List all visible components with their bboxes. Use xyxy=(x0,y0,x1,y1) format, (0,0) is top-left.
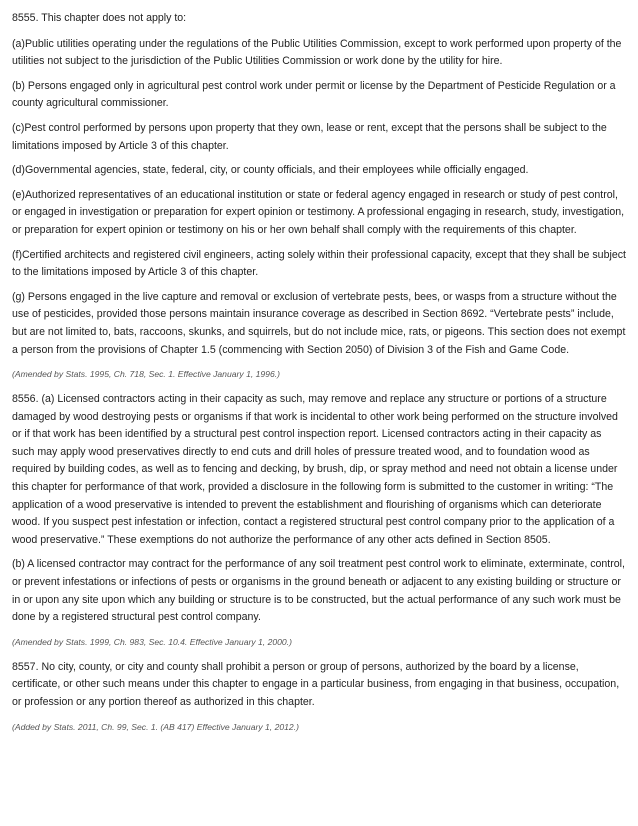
paragraph-d: (d)Governmental agencies, state, federal, city, or county officials, and their employees while officially engaged. xyxy=(12,164,529,177)
paragraph-b: (b) Persons engaged only in agricultural pest control work under permit or license by the Department of Pesticide Regulation or a county agricultural commissioner. xyxy=(12,79,616,110)
section-8556-a: 8556. (a) Licensed contractors acting in their capacity as such, may remove and replace any structure or portions of a structure damaged by wood destroying pests or organisms if that work is incidental to other work being performed on the structure involved or if that work has been identified by a structural pest control inspection report. Licensed contractors acting in their capacity as such may apply wood preservatives directly to end cuts and drill holes of pressure treated wood, and to foundation wood as required by building codes, as well as to fencing and decking, by brush, dip, or spray method and need not obtain a license under this chapter for performance of that work, provided a disclosure in the following form is submitted to the customer in writing: “The application of a wood preservative is intended to prevent the establishment and flourishing of organisms which can deteriorate wood. If you suspect pest infestation or infection, contact a registered structural pest control company prior to the application of a wood preservative.” These exemptions do not authorize the performance of any other acts defined in Section 8505. xyxy=(12,393,618,546)
paragraph-c: (c)Pest control performed by persons upon property that they own, lease or rent, except that the persons shall be subject to the limitations imposed by Article 3 of this chapter. xyxy=(12,121,607,152)
paragraph-a: (a)Public utilities operating under the regulations of the Public Utilities Commission, except to work performed upon property of the utilities not subject to the jurisdiction of the Public Utilities Commission or work done by the utility for hire. xyxy=(12,37,622,68)
section-8557: 8557. No city, county, or city and county shall prohibit a person or group of persons, authorized by the board by a license, certificate, or other such means under this chapter to engage in a particular business, from engaging in that business, occupation, or profession or any portion thereof as authorized in this chapter. xyxy=(12,660,620,708)
amendment-note-8556: (Amended by Stats. 1999, Ch. 983, Sec. 10.4. Effective January 1, 2000.) xyxy=(12,636,292,647)
amendment-note-8555: (Amended by Stats. 1995, Ch. 718, Sec. 1. Effective January 1, 1996.) xyxy=(12,369,280,380)
added-note-8557: (Added by Stats. 2011, Ch. 99, Sec. 1. (AB 417) Effective January 1, 2012.) xyxy=(12,721,299,732)
paragraph-f: (f)Certified architects and registered civil engineers, acting solely within their professional capacity, except that they shall be subject to the limitations imposed by Article 3 of this chapter. xyxy=(12,248,626,279)
paragraph-e: (e)Authorized representatives of an educational institution or state or federal agency engaged in research or study of pest control, or engaged in investigation or preparation for expert opinion or testimony. A professional engaging in research, study, investigation, or preparation for expert opinion or testimony on his or her own behalf shall comply with the requirements of this chapter. xyxy=(12,188,625,236)
section-8555-heading: 8555. This chapter does not apply to: xyxy=(12,12,187,24)
paragraph-g: (g) Persons engaged in the live capture and removal or exclusion of vertebrate pests, bees, or wasps from a structure without the use of pesticides, provided those persons maintain insurance coverage as described in Section 8692. “Vertebrate pests” include, but are not limited to, bats, raccoons, skunks, and squirrels, but do not include mice, rats, or pigeons. This section does not exempt a person from the provisions of Chapter 1.5 (commencing with Section 2050) of Division 3 of the Fish and Game Code. xyxy=(12,290,626,356)
section-8556-b: (b) A licensed contractor may contract for the performance of any soil treatment pest control work to eliminate, exterminate, control, or prevent infestations or infections of pests or organisms in the ground beneath or adjacent to any existing building or structure or in or upon any site upon which any building or structure is to be constructed, but the actual performance of any such work must be done by a registered structural pest control company. xyxy=(12,558,625,624)
document-page xyxy=(12,10,626,744)
